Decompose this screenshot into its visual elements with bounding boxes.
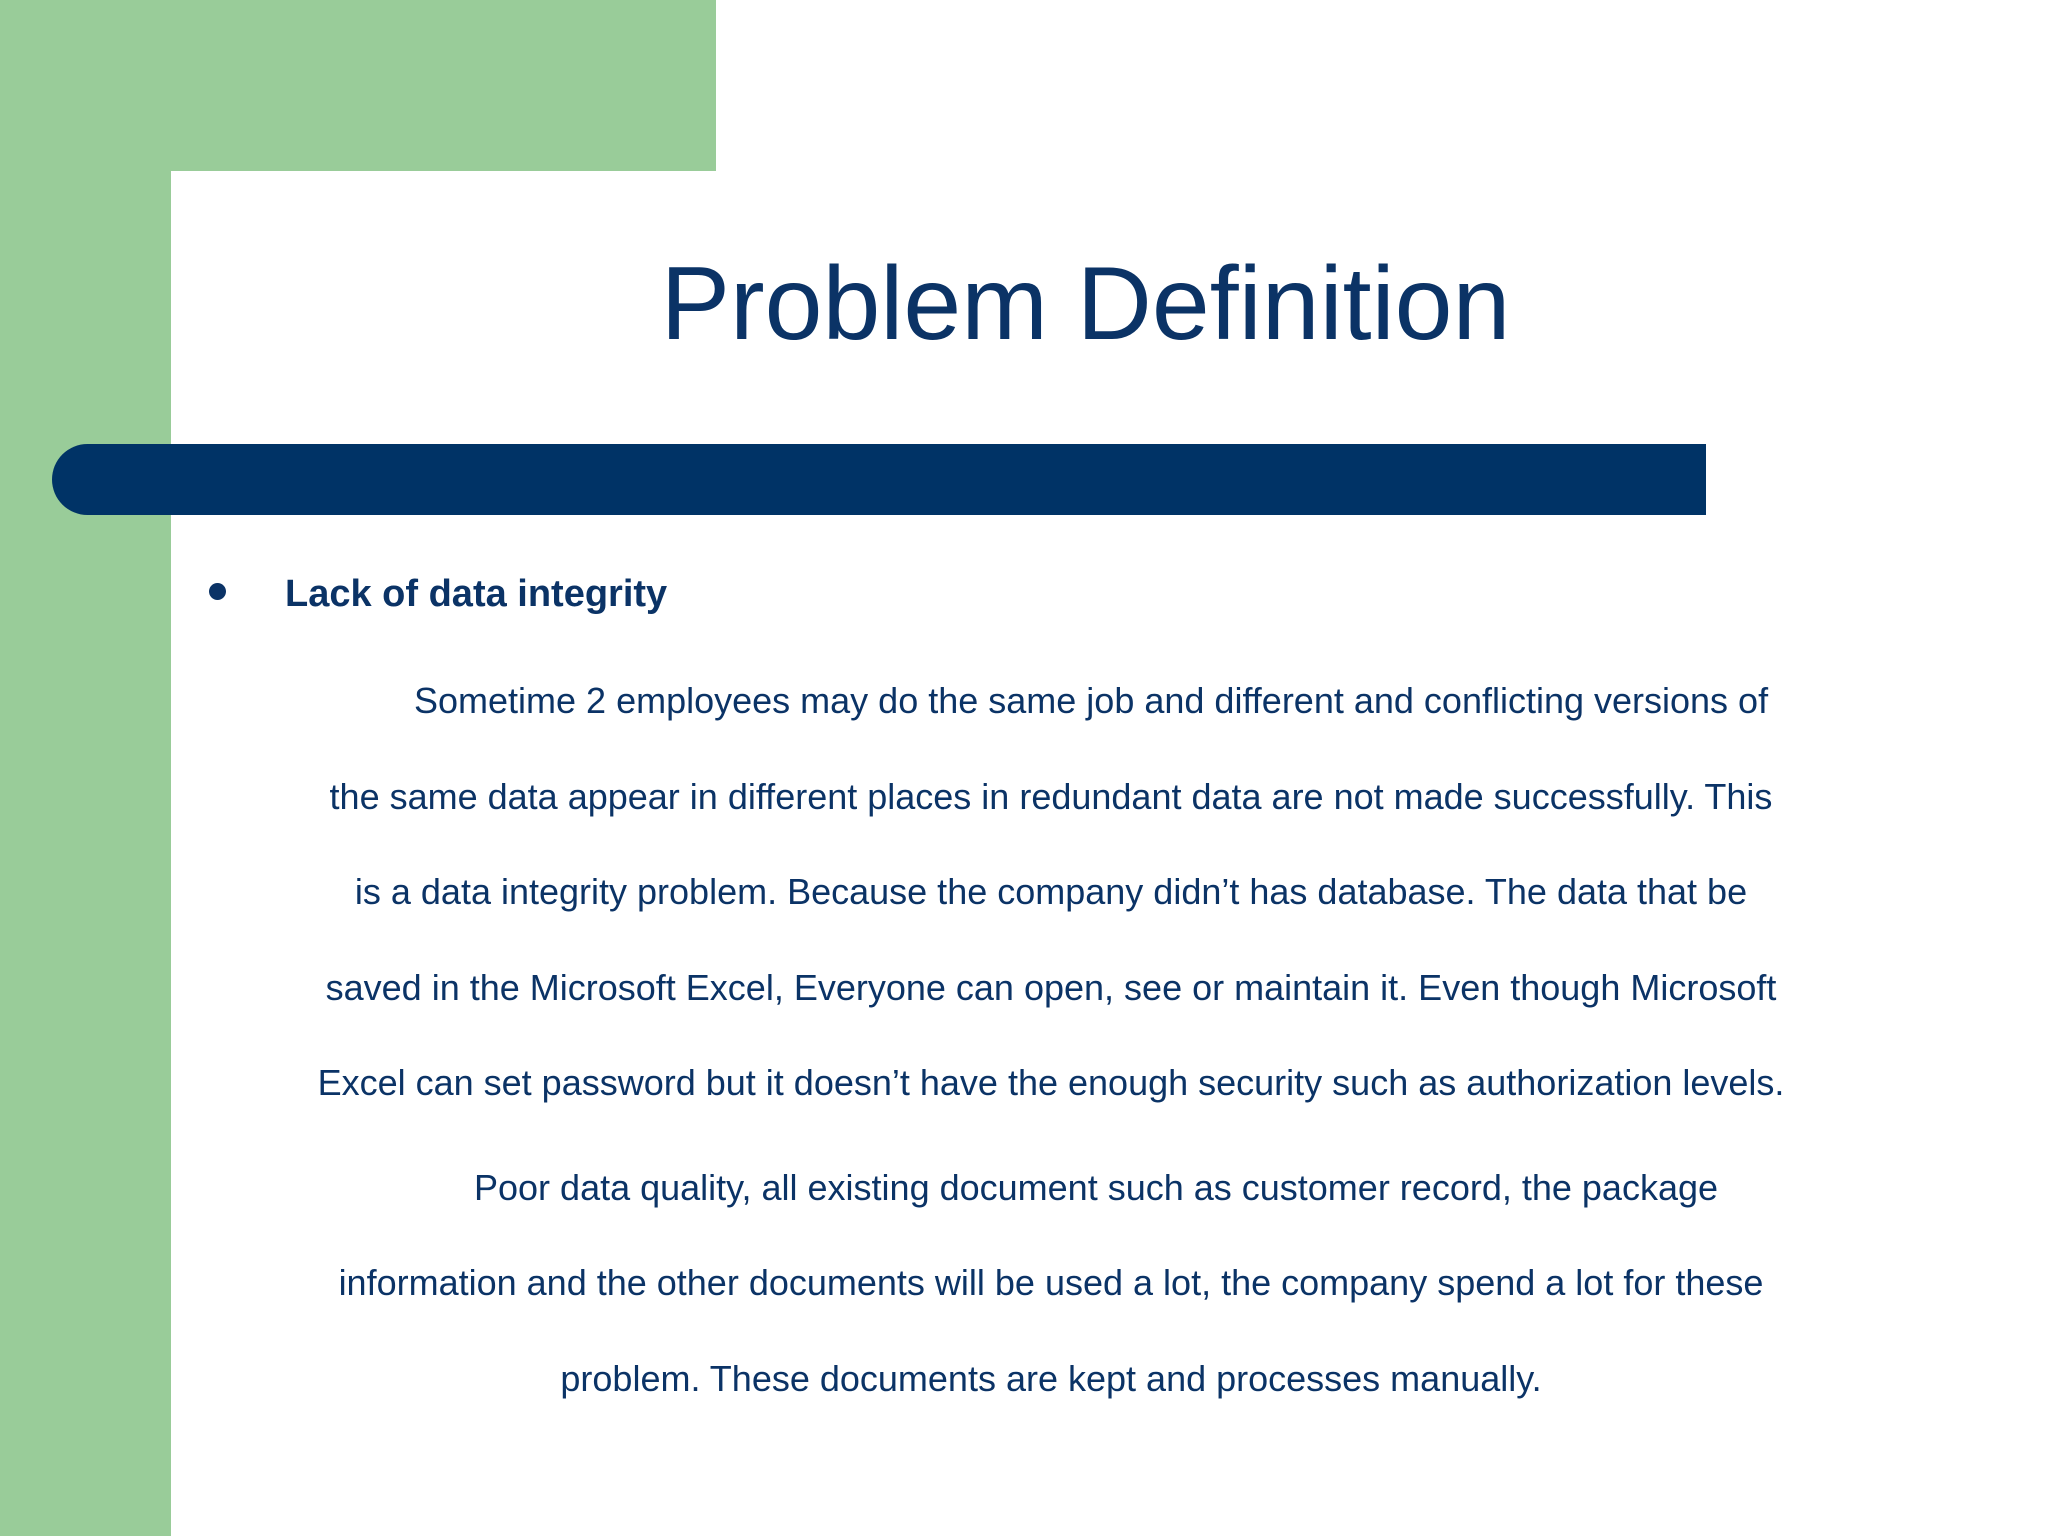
paragraph-line: Poor data quality, all existing document such as customer record, the package [474,1167,1719,1208]
paragraph-line: is a data integrity problem. Because the company didn’t has database. The data that be [354,871,1748,912]
paragraph-line: information and the other documents will be used a lot, the company spend a lot for these [338,1262,1764,1303]
title-underline-bar [52,444,1706,515]
bullet-heading: Lack of data integrity [285,573,668,615]
paragraph-line: problem. These documents are kept and processes manually. [560,1358,1542,1399]
decorative-green-strip [0,0,171,1536]
slide-title: Problem Definition [660,246,1511,362]
bullet-dot-icon [209,583,226,600]
paragraph-line: Sometime 2 employees may do the same job and different and conflicting versions of [414,680,1769,721]
content-panel [171,171,2048,1536]
paragraph-line: Excel can set password but it doesn’t have the enough security such as authorization levels. [317,1062,1785,1103]
paragraph-line: the same data appear in different places in redundant data are not made successfully. This [329,776,1773,817]
paragraph-line: saved in the Microsoft Excel, Everyone can open, see or maintain it. Even though Microsoft [325,967,1777,1008]
